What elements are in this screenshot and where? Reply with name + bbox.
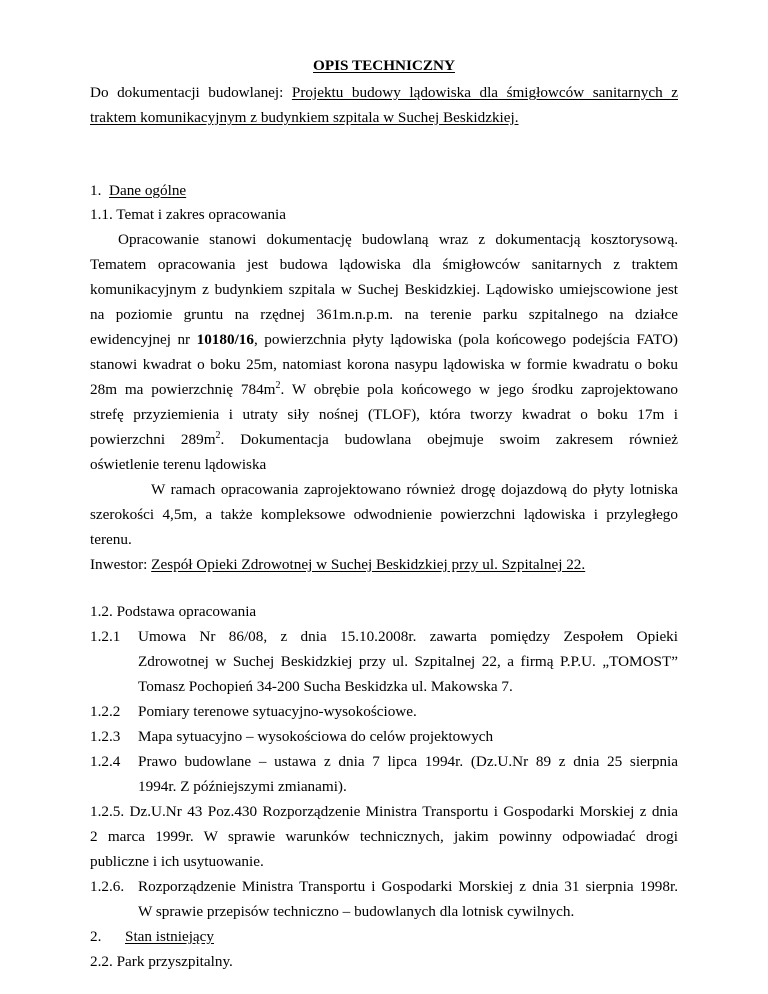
paragraph-1-line-7: [90, 381, 678, 399]
paragraph-1-line-10: oświetlenie terenu lądowiska: [90, 456, 267, 473]
item-1-2-5-line-2: 2 marca 1999r. W sprawie warunków technicznych, jakim powinny odpowiadać drogi: [90, 828, 678, 845]
intro-line-1: [90, 84, 678, 102]
paragraph-1-line-6: stanowi kwadrat o boku 25m, natomiast korona nasypu lądowiska w formie kwadratu o boku: [90, 356, 678, 373]
section-1-title: Dane ogólne: [108, 182, 187, 199]
area-784-text: 28m ma powierzchnię 784m: [90, 381, 276, 398]
paragraph-1-line-5: [90, 331, 678, 349]
subsection-2-2-title: 2.2. Park przyszpitalny.: [90, 953, 233, 970]
paragraph-1-line-8: strefę przyziemienia i utraty siły nośnej (TLOF), która tworzy kwadrat o boku 17m i: [90, 406, 678, 423]
area-289-text: powierzchni 289m: [90, 431, 216, 448]
paragraph-2-line-1: W ramach opracowania zaprojektowano również drogę dojazdową do płyty lotniska: [151, 481, 678, 498]
item-1-2-1-line-2: Zdrowotnej w Suchej Beskidzkiej przy ul. Szpitalnej 22, a firmą P.P.U. „TOMOST”: [138, 653, 678, 670]
investor-label: Inwestor:: [90, 556, 152, 573]
subsection-1-1-title: 1.1. Temat i zakres opracowania: [90, 206, 287, 223]
item-1-2-5-line-1: 1.2.5. Dz.U.Nr 43 Poz.430 Rozporządzenie Ministra Transportu i Gospodarki Morskiej z dnia: [90, 803, 678, 820]
paragraph-1-line-9: [90, 431, 678, 449]
investor-value: Zespół Opieki Zdrowotnej w Suchej Beskidzkiej przy ul. Szpitalnej 22.: [151, 556, 586, 573]
item-1-2-6-line-1: Rozporządzenie Ministra Transportu i Gospodarki Morskiej z dnia 31 sierpnia 1998r.: [138, 878, 678, 895]
project-title-line-2: traktem komunikacyjnym z budynkiem szpitala w Suchej Beskidzkiej.: [90, 109, 519, 126]
section-2-number: 2.: [90, 928, 102, 945]
item-1-2-1-line-1: Umowa Nr 86/08, z dnia 15.10.2008r. zawarta pomiędzy Zespołem Opieki: [138, 628, 678, 645]
item-1-2-4-line-1: Prawo budowlane – ustawa z dnia 7 lipca 1994r. (Dz.U.Nr 89 z dnia 25 sierpnia: [138, 753, 678, 770]
area-784-rest: . W obrębie pola końcowego w jego środku zaprojektowano: [280, 381, 679, 398]
parcel-number: 10180/16: [196, 331, 254, 348]
fato-text: , powierzchnia płyty lądowiska (pola końcowego podejścia FATO): [253, 331, 678, 348]
section-2-title: Stan istniejący: [125, 928, 214, 945]
paragraph-2-line-3: terenu.: [90, 531, 132, 548]
paragraph-1-line-4: na poziomie gruntu na rzędnej 361m.n.p.m. na terenie parku szpitalnego na działce: [90, 306, 678, 323]
superscript-2: 2: [275, 379, 281, 391]
subsection-1-2-title: 1.2. Podstawa opracowania: [90, 603, 257, 620]
item-number: 1.2.4: [90, 753, 121, 770]
superscript-2b: 2: [215, 429, 221, 441]
parcel-label: ewidencyjnej nr: [90, 331, 197, 348]
item-number: 1.2.6.: [90, 878, 125, 895]
item-1-2-6-line-2: W sprawie przepisów techniczno – budowlanych dla lotnisk cywilnych.: [138, 903, 575, 920]
page-title: OPIS TECHNICZNY: [313, 57, 455, 74]
item-number: 1.2.1: [90, 628, 121, 645]
intro-prefix: Do dokumentacji budowlanej:: [90, 84, 292, 101]
section-1-heading: [90, 182, 186, 200]
section-1-number: 1.: [90, 182, 102, 199]
item-1-2-1-line-3: Tomasz Pochopień 34-200 Sucha Beskidzka ul. Makowska 7.: [138, 678, 513, 695]
investor-line: [90, 556, 585, 574]
item-1-2-3-text: Mapa sytuacyjno – wysokościowa do celów projektowych: [138, 728, 494, 745]
paragraph-1-line-1: Opracowanie stanowi dokumentację budowlaną wraz z dokumentacją kosztorysową.: [118, 231, 678, 248]
area-289-rest: . Dokumentacja budowlana obejmuje swoim zakresem również: [220, 431, 678, 448]
item-number: 1.2.2: [90, 703, 121, 720]
item-1-2-2-text: Pomiary terenowe sytuacyjno-wysokościowe.: [138, 703, 417, 720]
paragraph-1-line-2: Tematem opracowania jest budowa lądowiska dla śmigłowców sanitarnych z traktem: [90, 256, 678, 273]
item-1-2-5-line-3: publiczne i ich usytuowanie.: [90, 853, 264, 870]
item-1-2-4-line-2: 1994r. Z późniejszymi zmianami).: [138, 778, 347, 795]
item-number: 1.2.3: [90, 728, 121, 745]
paragraph-2-line-2: szerokości 4,5m, a także kompleksowe odwodnienie powierzchni lądowiska i przyległego: [90, 506, 678, 523]
paragraph-1-line-3: komunikacyjnym z budynkiem szpitala w Suchej Beskidzkiej. Lądowisko umiejscowione jest: [90, 281, 678, 298]
project-title-line-1: Projektu budowy lądowiska dla śmigłowców sanitarnych z: [291, 84, 678, 101]
